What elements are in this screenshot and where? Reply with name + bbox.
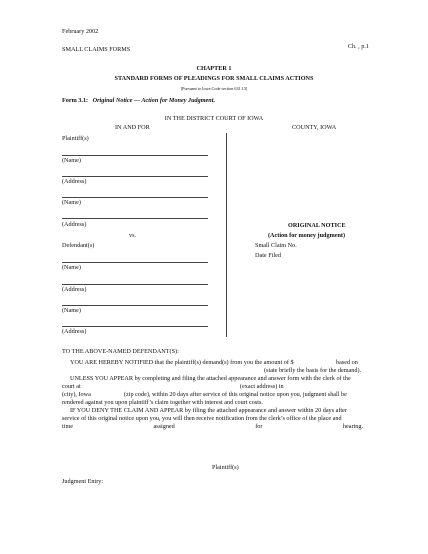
basis-demand-text: (state briefly the basis for the demand). [264, 367, 362, 374]
page-number: Ch. , p.1 [347, 43, 369, 50]
defendant-name-line-2[interactable] [62, 305, 208, 306]
judgment-rendered-text: rendered against you upon plaintiff’s claim together with interest and court costs. [62, 399, 263, 406]
appear-paragraph-line-1: UNLESS YOU APPEAR by completing and filing the attached appearance and answer form with the clerk of the [70, 375, 351, 382]
salutation: TO THE ABOVE-NAMED DEFENDANT(S): [62, 348, 179, 355]
chapter-subtitle: STANDARD FORMS OF PLEADINGS FOR SMALL CLAIMS ACTIONS [114, 75, 314, 82]
form-number: Form 3.1: [62, 97, 89, 104]
plaintiffs-label: Plaintiff(s) [62, 135, 89, 142]
header-date: February 2002 [62, 28, 99, 35]
original-notice-subtitle: (Action for money judgment) [268, 232, 346, 239]
defendant-address-line-2[interactable] [62, 326, 208, 327]
notice-paragraph-1-line-1 [70, 359, 294, 367]
defendant-address-label-1: (Address) [62, 286, 87, 293]
plaintiff-address-label-2: (Address) [62, 221, 87, 228]
zip-code-text: (zip code), within 20 days after service of this original notice upon you, judgment shall be [124, 391, 347, 398]
plaintiff-address-line-2[interactable] [62, 218, 208, 219]
deny-claim-line-2: service of this original notice upon you, you will then receive notification from the clerk’s office of the place and [62, 415, 342, 422]
defendant-name-label-1: (Name) [62, 264, 81, 271]
form-heading [62, 97, 215, 104]
defendants-label: Defendant(s) [62, 242, 95, 249]
county-label: COUNTY, IOWA [292, 124, 337, 131]
plaintiff-name-line[interactable] [62, 155, 208, 156]
city-iowa-text: (city), Iowa [62, 391, 91, 398]
court-name: IN THE DISTRICT COURT OF IOWA [164, 115, 264, 122]
header-category: SMALL CLAIMS FORMS [62, 46, 131, 53]
defendant-name-label-2: (Name) [62, 307, 81, 314]
chapter-title: CHAPTER 1 [196, 65, 232, 72]
plaintiff-name-label-2: (Name) [62, 199, 81, 206]
based-on-text: based on [336, 359, 358, 366]
judgment-entry-label: Judgment Entry: [62, 478, 104, 485]
versus-label: vs. [129, 232, 137, 239]
form-name: Original Notice — Action for Money Judgment. [92, 97, 215, 104]
deny-claim-line-3 [62, 423, 363, 431]
plaintiff-name-line-2[interactable] [62, 197, 208, 198]
for-word: for [255, 423, 263, 430]
time-word: time [62, 423, 73, 430]
assigned-word: assigned [153, 423, 175, 430]
plaintiff-name-label-1: (Name) [62, 157, 81, 164]
small-claim-number-label: Small Claim No. [255, 242, 297, 249]
caption-divider [226, 133, 227, 337]
defendant-name-line[interactable] [62, 262, 208, 263]
defendant-address-line[interactable] [62, 284, 208, 285]
original-notice-title: ORIGINAL NOTICE [288, 222, 346, 229]
signature-label: Plaintiff(s) [212, 464, 239, 471]
exact-address-text: (exact address) in [240, 383, 284, 390]
defendant-address-label-2: (Address) [62, 328, 87, 335]
amount-demand-text: YOU ARE HEREBY NOTIFIED that the plaintiff(s) demand(s) from you the amount of $ [70, 359, 294, 366]
date-filed-label: Date Filed [255, 252, 281, 259]
plaintiff-address-line[interactable] [62, 176, 208, 177]
deny-claim-line-1: IF YOU DENY THE CLAIM AND APPEAR by filing the attached appearance and answer within 20 days after [70, 407, 347, 414]
court-at-text: court at [62, 383, 81, 390]
in-and-for: IN AND FOR [115, 124, 150, 131]
pursuant-note: [Pursuant to Iowa Code section 631.13] [180, 86, 248, 91]
hearing-word: hearing. [342, 423, 363, 430]
plaintiff-address-label-1: (Address) [62, 178, 87, 185]
